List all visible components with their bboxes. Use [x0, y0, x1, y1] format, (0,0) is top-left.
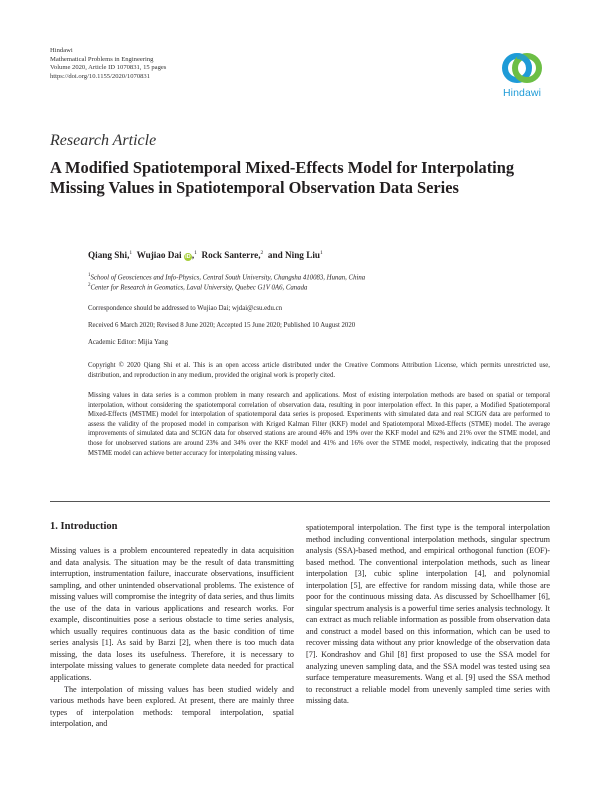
- journal-name: Mathematical Problems in Engineering: [50, 55, 154, 63]
- hindawi-logo: [496, 48, 548, 108]
- author-affil-sup: 1: [194, 250, 197, 256]
- right-column: [306, 522, 550, 707]
- affiliation-text: Center for Research in Geomatics, Laval University, Quebec G1V 0A6, Canada: [90, 284, 308, 292]
- correspondence: Correspondence should be addressed to Wujiao Dai; wjdai@csu.edu.cn: [88, 305, 283, 312]
- affiliation-2: [88, 281, 307, 292]
- paragraph: The interpolation of missing values has been studied widely and various methods have been explored. At present, there are mainly three types of interpolation methods: temporal interpolation, spatial interpolation, and: [50, 684, 294, 729]
- author-name[interactable]: Rock Santerre,: [201, 250, 261, 261]
- affiliation-sup: 1: [88, 273, 91, 278]
- article-title: A Modified Spatiotemporal Mixed-Effects Model for Interpolating Missing Values in Spatiotemporal Observation Data Series: [50, 158, 515, 197]
- section-divider: [50, 501, 550, 502]
- academic-editor: Academic Editor: Mijia Yang: [88, 339, 169, 346]
- publisher-name: Hindawi: [50, 47, 73, 54]
- author-name[interactable]: Wujiao Dai: [136, 250, 182, 261]
- paragraph: Missing values is a problem encountered repeatedly in data acquisition and data analysis. The situation may be the result of data transmitting interruption, instrumentation failure, inaccurate observations, insufficient sampling, and other unintended observational problems. The existence of missing values will compromise the integrity of data series, and thus limits the use of the data in various applications and research works. For example, discontinuities pose a serious obstacle to time series analysis, which usually requires continuous data as the basic condition of time series analysis [1]. As said by Barzi [2], when there is too much data missing, the data loses its usefulness. Therefore, it is necessary to interpolate missing values to generate complete data needed for practical applications.: [50, 546, 294, 683]
- affiliation-text: School of Geosciences and Info-Physics, Central South University, Changsha 410083, Hunan, China: [90, 274, 366, 282]
- abstract: Missing values in data series is a common problem in many research and applications. Most of existing interpolation methods are based on spatial or temporal interpolation, without considering the spatiotemporal correlation of observation data, resulting in poor interpolation effect. In this paper, a Modified Spatiotemporal Mixed-Effects (MSTME) model for interpolation of spatiotemporal data series is proposed. Experiments with simulated data and real SCIGN data are performed to assess the validity of the proposed model in comparison with Kriged Kalman Filter (KKF) model and Spatiotemporal Mixed-Effects (STME) model. The average improvements of simulated data and SCIGN data for observed stations are around 46% and 19% over the KKF model and 62% and 21% over the STME model, and those for unobserved stations are around 23% and 34% over the KKF model and 41% and 16% over the STME model, respectively, indicating that the proposed MSTME model can achieve better accuracy for interpolating missing values.: [88, 392, 550, 457]
- author-name[interactable]: and Ning Liu: [267, 250, 320, 261]
- journal-meta: [50, 47, 166, 81]
- left-column: [50, 545, 294, 730]
- copyright-notice: Copyright © 2020 Qiang Shi et al. This is an open access article distributed under the Creative Commons Attribution License, which permits unrestricted use, distribution, and reproduction in any medium, provided the original work is properly cited.: [88, 362, 550, 379]
- paragraph: spatiotemporal interpolation. The first type is the temporal interpolation method including conventional interpolation methods, singular spectrum analysis (SSA)-based method, and empirical orthogonal function (EOF)-based method. The conventional interpolation methods, such as linear interpolation [3], cubic spline interpolation [4], and polynomial interpolation [5], are effective for random missing data, while those are poor for the continuous missing data. As discussed by Schoellhamer [6], singular spectrum analysis is a powerful time series analysis technology. It can extract as much reliable information as possible from observation data and construct a model based on this information, which can be used to recover missing data without any prior knowledge of the observation data [7]. Kondrashov and Ghil [8] first proposed to use the SSA model for analyzing uneven sampling data, and the SSA model was tested using sea surface temperature measurements. Wang et al. [9] used the SSA method to reconstruct a reliable model from unevenly sampled time series with missing data.: [306, 523, 550, 706]
- doi-link[interactable]: https://doi.org/10.1155/2020/1070831: [50, 72, 151, 80]
- logo-text: Hindawi: [502, 87, 542, 99]
- article-type: Research Article: [50, 132, 157, 149]
- orcid-icon[interactable]: iD: [185, 254, 191, 261]
- section-heading-introduction: 1. Introduction: [50, 521, 118, 532]
- hindawi-logo-icon: [496, 48, 548, 88]
- author-list: Qiang Shi,$^1$ Wujiao Dai iD,$^1$ Rock Santerre,$^2$ and Ning Liu$^1$: [88, 250, 323, 261]
- author-name[interactable]: Qiang Shi,: [88, 250, 130, 261]
- volume-line: Volume 2020, Article ID 1070831, 15 pages: [50, 64, 167, 72]
- author-affil-sup: 1: [319, 250, 323, 256]
- affiliation-sup: 2: [88, 283, 91, 288]
- author-affil-sup: 2: [260, 250, 264, 256]
- author-affil-sup: 1: [129, 250, 133, 256]
- publication-dates: Received 6 March 2020; Revised 8 June 2020; Accepted 15 June 2020; Published 10 August 2020: [88, 322, 356, 329]
